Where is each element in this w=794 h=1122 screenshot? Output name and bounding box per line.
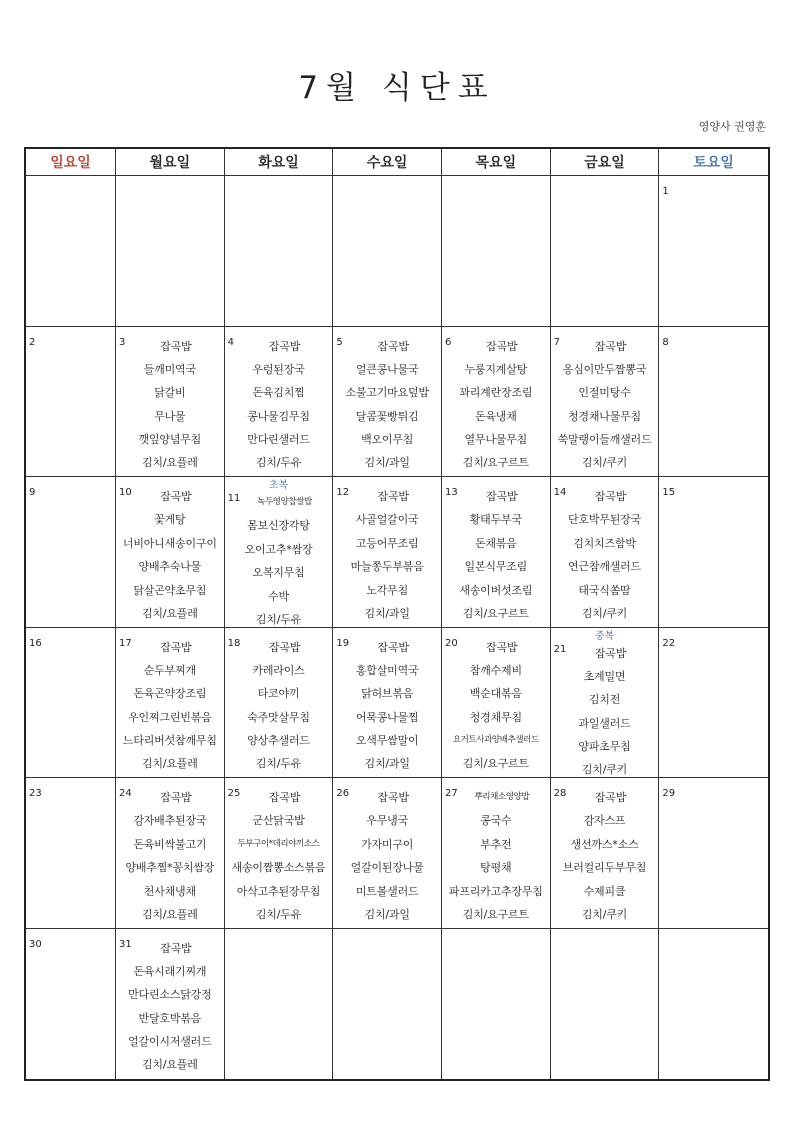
menu-item: 김치/요플레 — [142, 757, 198, 771]
menu-list — [225, 335, 333, 475]
day-cell — [659, 176, 768, 327]
day-cell — [225, 477, 334, 628]
day-cell — [26, 477, 116, 628]
menu-item: 돈육김치찜 — [252, 386, 305, 400]
menu-list — [442, 485, 550, 625]
menu-item: 새송이버섯조림 — [459, 583, 533, 597]
day-number: 30 — [29, 938, 42, 950]
menu-item: 김치/과일 — [364, 757, 410, 771]
day-number: 27 — [444, 788, 458, 799]
menu-item: 콩국수 — [480, 814, 512, 828]
menu-item: 김치/요플레 — [142, 606, 198, 620]
day-number: 28 — [553, 788, 567, 799]
menu-item: 김치/요플레 — [142, 907, 198, 921]
menu-item: 깻잎양념무침 — [138, 433, 202, 447]
menu-item: 양배추숙나물 — [138, 560, 202, 574]
menu-item: 김치/쿠키 — [581, 456, 628, 470]
menu-item: 양파초무침 — [578, 740, 631, 754]
menu-item: 백순대볶음 — [469, 687, 522, 701]
menu-list — [551, 485, 659, 625]
menu-list — [116, 485, 224, 625]
menu-item: 잡곡밥 — [160, 791, 192, 804]
menu-item: 콩나물김무침 — [247, 409, 310, 423]
menu-item: 잡곡밥 — [377, 490, 409, 503]
header-friday: 금요일 — [551, 149, 660, 176]
menu-item: 수제피클 — [583, 884, 626, 898]
day-number: 5 — [336, 336, 343, 348]
menu-item: 일본식무조림 — [464, 560, 528, 574]
menu-item: 미트볼샐러드 — [355, 884, 419, 898]
menu-item: 얼갈이시저샐러드 — [128, 1035, 212, 1049]
menu-item: 고등어무조림 — [355, 536, 419, 550]
menu-item: 뿌리채소영양밥 — [474, 792, 530, 802]
day-number: 13 — [444, 487, 458, 498]
menu-item: 너비아니새송이구이 — [122, 536, 217, 550]
day-cell — [333, 778, 442, 929]
day-cell — [26, 929, 116, 1080]
menu-item: 달콤꽃빵튀김 — [355, 409, 419, 423]
day-cell — [116, 176, 225, 327]
day-number: 9 — [29, 487, 36, 498]
day-cell — [116, 628, 225, 779]
day-number: 8 — [662, 336, 669, 348]
day-number: 10 — [119, 487, 132, 498]
menu-item: 김치/두유 — [255, 456, 302, 470]
menu-item: 부추전 — [480, 837, 512, 851]
menu-item: 반달호박볶음 — [138, 1011, 202, 1025]
day-number: 24 — [119, 788, 132, 799]
menu-item: 김치치즈함박 — [573, 536, 636, 550]
header-wednesday: 수요일 — [333, 149, 442, 176]
menu-item: 잡곡밥 — [486, 339, 518, 353]
day-cell — [333, 176, 442, 327]
menu-item: 연근참깨샐러드 — [568, 560, 641, 574]
menu-item: 잡곡밥 — [486, 640, 518, 654]
menu-list — [442, 786, 550, 926]
day-cell — [116, 778, 225, 929]
menu-item: 김치/쿠키 — [581, 907, 628, 921]
day-number: 2 — [29, 336, 36, 348]
menu-item: 돈육비싹불고기 — [133, 837, 207, 851]
day-cell — [551, 778, 660, 929]
menu-item: 돈채볶음 — [474, 536, 517, 550]
menu-item: 수박 — [268, 589, 289, 603]
day-number: 12 — [336, 487, 350, 498]
holiday-note: 중복 — [594, 630, 615, 642]
menu-item: 천사채냉채 — [143, 884, 196, 898]
menu-item: 느타리버섯참깨무침 — [122, 734, 217, 748]
menu-item: 김치/두유 — [255, 757, 302, 771]
day-cell — [551, 929, 660, 1080]
menu-list — [551, 786, 659, 926]
menu-item: 청경채나물무침 — [568, 409, 641, 423]
menu-item: 숙주맛살무침 — [247, 710, 310, 724]
menu-item: 잡곡밥 — [594, 646, 627, 660]
menu-list — [551, 642, 659, 779]
day-cell — [442, 327, 551, 478]
menu-item: 파프리카고추장무침 — [448, 884, 543, 898]
day-cell — [26, 327, 116, 478]
menu-item: 무나물 — [154, 409, 186, 423]
menu-item: 잡곡밥 — [160, 490, 192, 503]
menu-item: 감자배추된장국 — [133, 814, 207, 828]
menu-item: 잡곡밥 — [594, 490, 627, 503]
day-number: 11 — [227, 493, 241, 504]
day-number: 22 — [662, 637, 676, 649]
menu-list — [116, 636, 224, 776]
menu-item: 김치/쿠키 — [581, 763, 628, 777]
menu-item: 김치/두유 — [255, 907, 302, 921]
menu-item: 잡곡밥 — [160, 640, 192, 654]
menu-item: 잡곡밥 — [377, 791, 409, 804]
menu-item: 김치/쿠키 — [581, 606, 628, 620]
day-cell — [116, 477, 225, 628]
dietitian-signature: 영양사 권영훈 — [698, 120, 766, 133]
day-cell — [551, 176, 660, 327]
holiday-note: 초복 — [268, 480, 289, 491]
menu-item: 열무나물무침 — [464, 433, 528, 447]
day-cell — [659, 327, 768, 478]
menu-item: 만다린소스닭강정 — [128, 988, 212, 1002]
menu-item: 양배추찜*꽁치쌈장 — [125, 861, 215, 875]
day-cell — [659, 778, 768, 929]
menu-item: 과일샐러드 — [578, 716, 631, 730]
day-number: 14 — [553, 487, 567, 498]
menu-item: 잡곡밥 — [594, 339, 627, 353]
menu-item: 양상추샐러드 — [247, 734, 310, 748]
menu-item: 잡곡밥 — [268, 640, 301, 654]
menu-item: 타코야끼 — [257, 687, 300, 701]
day-cell — [225, 327, 334, 478]
menu-item: 단호박무된장국 — [568, 513, 641, 527]
menu-item: 김치/두유 — [255, 612, 302, 626]
menu-item: 생선까스*소스 — [570, 837, 639, 851]
day-number: 31 — [119, 938, 132, 950]
menu-item: 김치/과일 — [364, 907, 410, 921]
menu-item: 어묵콩나물찜 — [355, 710, 419, 724]
page-title: 7월 식단표 — [298, 70, 496, 106]
day-cell — [225, 929, 334, 1080]
menu-item: 인절미탕수 — [578, 386, 631, 400]
menu-item: 얼갈이된장나물 — [350, 861, 424, 875]
menu-item: 감자스프 — [583, 814, 626, 828]
menu-item: 얼큰콩나물국 — [355, 362, 419, 376]
menu-item: 우렁된장국 — [252, 362, 305, 376]
day-number: 3 — [119, 336, 126, 348]
header-sunday: 일요일 — [26, 149, 116, 176]
menu-item: 누룽지계살탕 — [464, 362, 528, 376]
day-cell — [225, 176, 334, 327]
menu-item: 김치/요구르트 — [462, 757, 529, 771]
menu-list — [116, 786, 224, 926]
menu-item: 군산닭국밥 — [252, 814, 305, 828]
menu-item: 김치/요구르트 — [462, 606, 529, 620]
day-number: 6 — [444, 336, 452, 348]
day-cell — [116, 929, 225, 1080]
header-saturday: 토요일 — [659, 149, 768, 176]
menu-item: 탕평채 — [480, 861, 512, 875]
menu-item: 녹두영양찹쌀밥 — [257, 497, 312, 507]
menu-item: 꽈리계란장조림 — [459, 386, 533, 400]
menu-item: 잡곡밥 — [268, 791, 301, 804]
menu-item: 닭살곤약초무침 — [133, 583, 207, 597]
day-cell — [442, 628, 551, 779]
menu-item: 쑥말랭이들깨샐러드 — [557, 433, 652, 447]
menu-item: 잡곡밥 — [594, 791, 627, 804]
day-cell — [442, 929, 551, 1080]
menu-item: 김치전 — [588, 693, 621, 707]
menu-item: 김치/요플레 — [142, 1058, 198, 1072]
menu-item: 꽃게탕 — [154, 513, 186, 527]
menu-list — [551, 335, 659, 475]
day-cell — [26, 778, 116, 929]
menu-item: 순두부찌개 — [143, 663, 196, 677]
menu-list — [333, 786, 441, 926]
day-cell — [551, 477, 660, 628]
day-cell — [333, 327, 442, 478]
menu-item: 황태두부국 — [469, 513, 522, 527]
day-cell — [225, 778, 334, 929]
menu-list — [116, 335, 224, 475]
menu-item: 돈육곤약장조림 — [133, 687, 207, 701]
day-cell — [26, 176, 116, 327]
menu-item: 소불고기마요덮밥 — [345, 386, 429, 400]
menu-calendar-table — [24, 147, 770, 1081]
menu-item: 돈육냉채 — [474, 409, 517, 423]
day-cell — [333, 929, 442, 1080]
menu-item: 잡곡밥 — [160, 941, 192, 955]
menu-item: 잡곡밥 — [486, 490, 518, 503]
menu-item: 김치/요구르트 — [462, 907, 529, 921]
menu-list — [333, 636, 441, 776]
menu-item: 우인찌그린빈볶음 — [128, 710, 212, 724]
menu-item: 닭허브볶음 — [361, 687, 414, 701]
day-cell — [116, 327, 225, 478]
day-number: 4 — [227, 336, 235, 348]
menu-item: 초계밀면 — [583, 669, 626, 683]
menu-item: 잡곡밥 — [268, 339, 301, 353]
day-number: 21 — [553, 643, 567, 655]
menu-list — [225, 636, 333, 776]
menu-list — [333, 335, 441, 475]
menu-list — [116, 937, 224, 1077]
menu-item: 참깨수제비 — [469, 663, 522, 677]
day-cell — [225, 628, 334, 779]
day-number: 16 — [29, 637, 42, 649]
day-number: 17 — [119, 637, 132, 649]
menu-item: 카레라이스 — [252, 663, 305, 677]
header-monday: 월요일 — [116, 149, 225, 176]
menu-item: 만다린샐러드 — [247, 433, 310, 447]
menu-item: 두부구이*데리야끼소스 — [237, 838, 320, 849]
menu-item: 우무냉국 — [366, 814, 409, 828]
day-cell — [659, 477, 768, 628]
menu-item: 돈육시래기찌개 — [133, 964, 207, 978]
menu-item: 몸보신장각탕 — [247, 519, 310, 533]
day-cell — [442, 477, 551, 628]
day-number: 1 — [662, 186, 669, 197]
menu-item: 김치/요구르트 — [462, 456, 529, 470]
day-number: 20 — [444, 637, 458, 649]
menu-item: 가자미구이 — [361, 837, 414, 851]
day-cell — [26, 628, 116, 779]
menu-item: 김치/과일 — [364, 456, 410, 470]
menu-item: 홍합살미역국 — [355, 663, 419, 677]
day-cell — [442, 176, 551, 327]
day-number: 7 — [553, 336, 561, 348]
menu-item: 김치/과일 — [364, 606, 410, 620]
day-cell — [551, 327, 660, 478]
menu-item: 옹심이만두짬뽕국 — [562, 362, 647, 376]
menu-item: 오색무쌈말이 — [355, 734, 419, 748]
menu-list — [225, 786, 333, 926]
day-number: 26 — [336, 788, 350, 799]
menu-item: 아삭고추된장무침 — [236, 884, 321, 898]
day-number: 18 — [227, 637, 241, 649]
menu-item: 마늘쫑두부볶음 — [350, 560, 424, 574]
day-number: 19 — [336, 637, 350, 649]
menu-list — [333, 485, 441, 625]
menu-item: 잡곡밥 — [377, 339, 409, 353]
menu-item: 들깨미역국 — [143, 362, 196, 376]
menu-item: 잡곡밥 — [377, 640, 409, 654]
menu-item: 청경채무침 — [469, 710, 522, 724]
menu-item: 노각무침 — [366, 583, 409, 597]
day-cell — [551, 628, 660, 779]
day-cell — [659, 929, 768, 1080]
menu-item: 새송이짬뽕소스볶음 — [231, 861, 326, 875]
menu-item: 잡곡밥 — [160, 339, 192, 353]
header-tuesday: 화요일 — [225, 149, 334, 176]
menu-item: 사골얼갈이국 — [355, 513, 419, 527]
menu-item: 브러컬리두부무침 — [562, 861, 647, 875]
day-number: 23 — [29, 788, 42, 799]
day-number: 15 — [662, 487, 676, 498]
day-cell — [659, 628, 768, 779]
day-cell — [333, 628, 442, 779]
menu-item: 오이고추*쌈장 — [244, 542, 313, 556]
menu-item: 태국식쏨땀 — [578, 583, 631, 597]
menu-list — [442, 335, 550, 475]
day-cell — [333, 477, 442, 628]
menu-list — [225, 491, 333, 628]
menu-list — [442, 636, 550, 776]
menu-item: 요거트사과양배추샐러드 — [452, 735, 539, 746]
menu-item: 닭갈비 — [154, 386, 186, 400]
header-thursday: 목요일 — [442, 149, 551, 176]
menu-item: 백오이무침 — [361, 433, 414, 447]
menu-item: 오복지무침 — [252, 566, 305, 580]
day-number: 25 — [227, 788, 241, 799]
menu-item: 김치/요플레 — [142, 456, 198, 470]
day-number: 29 — [662, 788, 676, 799]
day-cell — [442, 778, 551, 929]
